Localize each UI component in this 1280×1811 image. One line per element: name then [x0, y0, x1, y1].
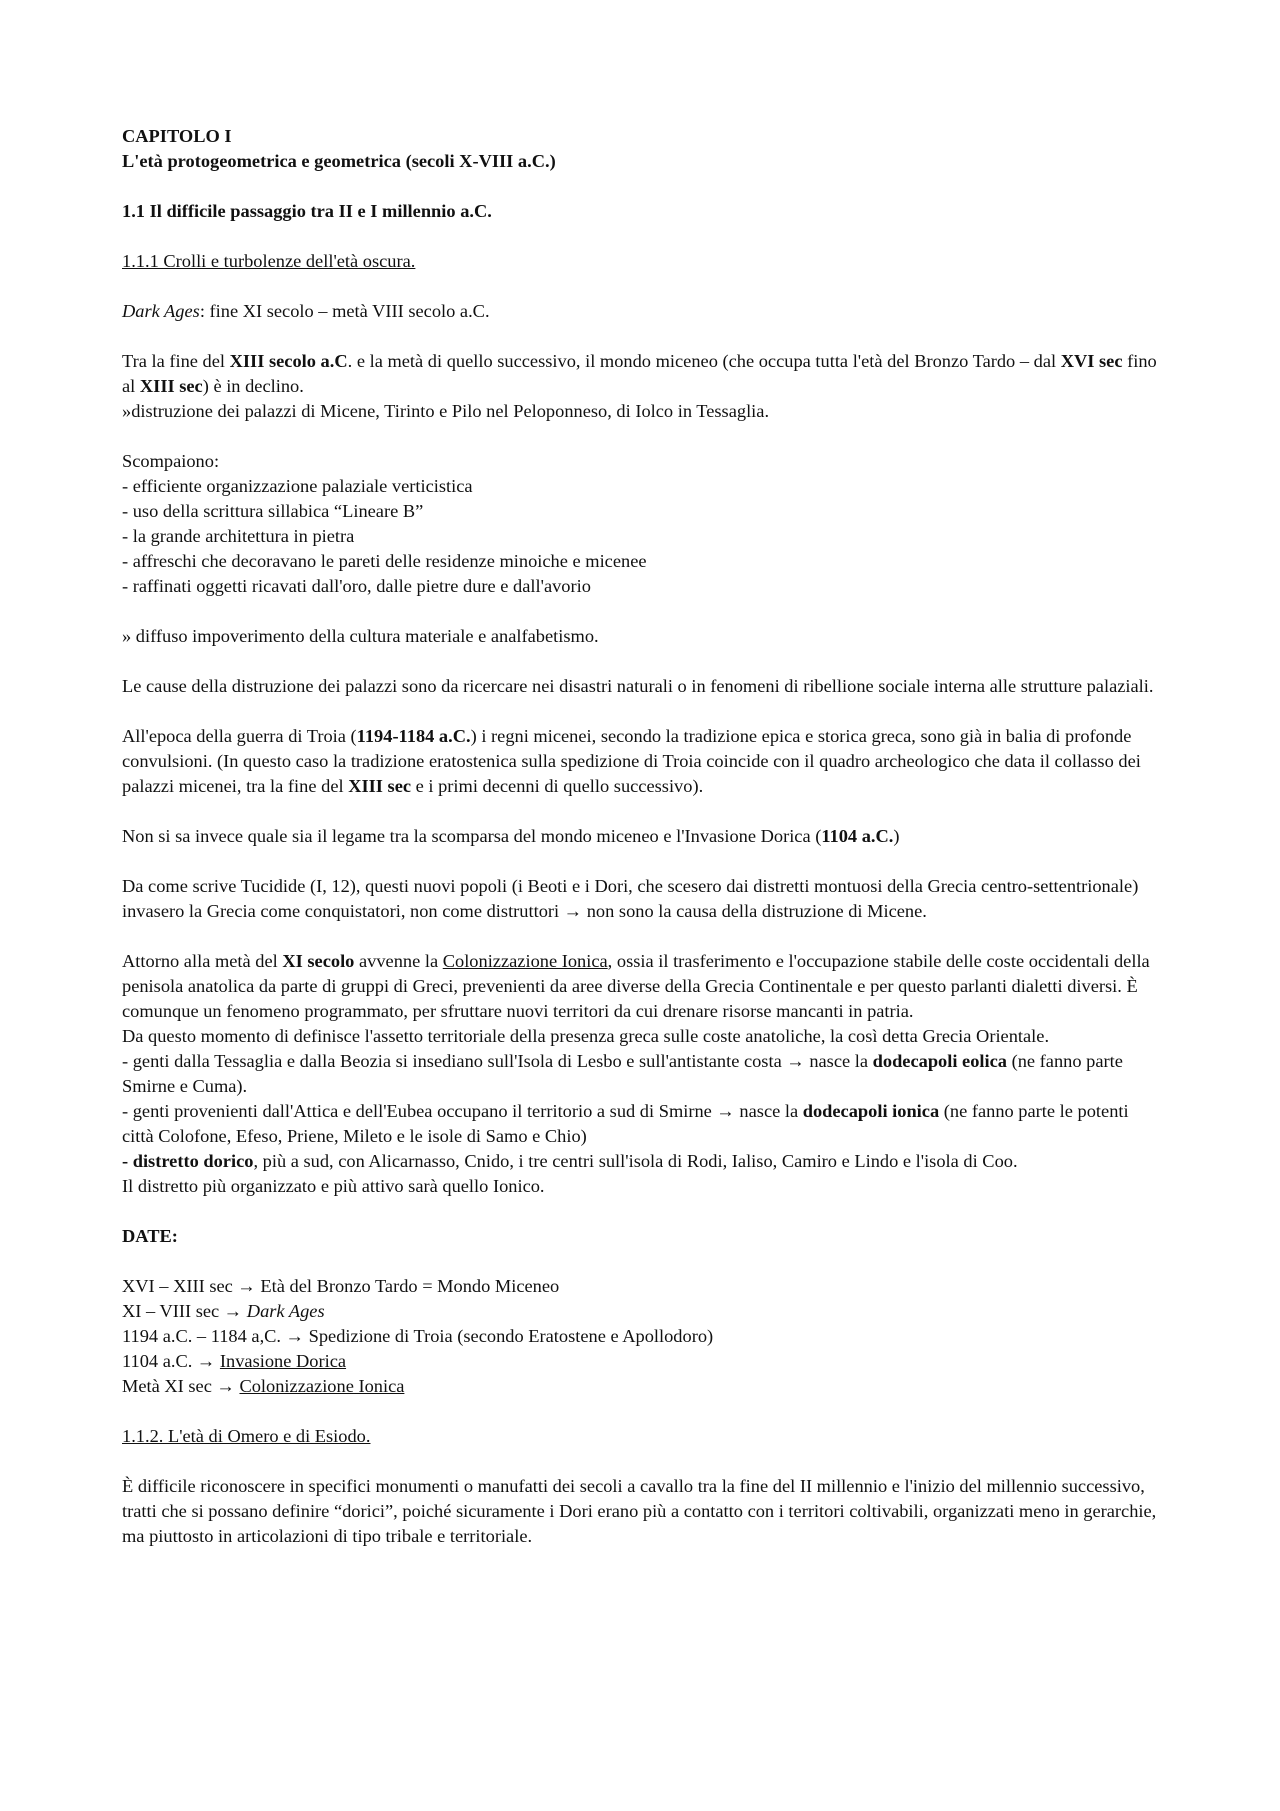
section-heading: 1.1 Il difficile passaggio tra II e I millennio a.C. [122, 201, 492, 221]
dates-list [122, 1274, 1162, 1399]
document-page [122, 124, 1162, 1574]
list-item: - affreschi che decoravano le pareti delle residenze minoiche e micenee [122, 551, 647, 571]
paragraph-causes: Le cause della distruzione dei palazzi sono da ricercare nei disastri naturali o in fenomeni di ribellione sociale interna alle strutture palaziali. [122, 676, 1154, 696]
chapter-label: CAPITOLO I [122, 126, 232, 146]
date-row: 1104 a.C. → Invasione Dorica [122, 1351, 347, 1371]
list-item: - uso della scrittura sillabica “Lineare B” [122, 501, 424, 521]
paragraph-dorian-invasion: Non si sa invece quale sia il legame tra la scomparsa del mondo miceneo e l'Invasione Dorica (1104 a.C.) [122, 826, 900, 846]
paragraph-thucydides: Da come scrive Tucidide (I, 12), questi nuovi popoli (i Beoti e i Dori, che scesero dai distretti montuosi della Grecia centro-settentrionale) invasero la Grecia come conquistatori, non come distruttori → non sono la causa della distruzione di Micene. [122, 876, 1139, 921]
paragraph-doric-traits: È difficile riconoscere in specifici monumenti o manufatti dei secoli a cavallo tra la fine del II millennio e l'inizio del millennio successivo, tratti che si possano definire “dorici”, poiché sicuramente i Dori erano più a contatto con i territori coltivabili, organizzati meno in gerarchie, ma piuttosto in articolazioni di tipo tribale e territoriale. [122, 1476, 1157, 1546]
disappear-list [122, 474, 1162, 599]
list-item: - raffinati oggetti ricavati dall'oro, dalle pietre dure e dall'avorio [122, 576, 591, 596]
paragraph-ionian-colonization: Attorno alla metà del XI secolo avvenne la Colonizzazione Ionica, ossia il trasferimento e l'occupazione stabile delle coste occidentali della penisola anatolica da parte di gruppi di Greci, prevenienti da aree diverse della Grecia Continentale e per questo parlanti dialetti diversi. È comunque un fenomeno programmato, per sfruttare nuovi territori da cui drenare risorse mancanti in patria. Da questo momento di definisce l'assetto territoriale della presenza greca sulle coste anatoliche, la così detta Grecia Orientale. - genti dalla Tessaglia e dalla Beozia si insediano sull'Isola di Lesbo e sull'antistante costa → nasce la dodecapoli eolica (ne fanno parte Smirne e Cuma). - genti provenienti dall'Attica e dell'Eubea occupano il territorio a sud di Smirne → nasce la dodecapoli ionica (ne fanno parte le potenti città Colofone, Efeso, Priene, Mileto e le isole di Samo e Chio) - distretto dorico, più a sud, con Alicarnasso, Cnido, i tre centri sull'isola di Rodi, Ialiso, Camiro e Lindo e l'isola di Coo. Il distretto più organizzato e più attivo sarà quello Ionico. [122, 951, 1150, 1196]
palace-destruction-line: »distruzione dei palazzi di Micene, Tirinto e Pilo nel Peloponneso, di Iolco in Tessaglia. [122, 401, 770, 421]
dark-ages-line [122, 299, 1162, 324]
date-row: 1194 a.C. – 1184 a,C. → Spedizione di Troia (secondo Eratostene e Apollodoro) [122, 1326, 714, 1346]
disappear-heading: Scompaiono: [122, 451, 220, 471]
dates-heading: DATE: [122, 1226, 178, 1246]
subsection-heading-1-1-1: 1.1.1 Crolli e turbolenze dell'età oscura. [122, 251, 416, 271]
date-row: XVI – XIII sec → Età del Bronzo Tardo = Mondo Miceneo [122, 1276, 560, 1296]
date-row: Metà XI sec → Colonizzazione Ionica [122, 1376, 405, 1396]
chapter-title: L'età protogeometrica e geometrica (secoli X-VIII a.C.) [122, 151, 556, 171]
subsection-heading-1-1-2: 1.1.2. L'età di Omero e di Esiodo. [122, 1426, 371, 1446]
dark-ages-range: : fine XI secolo – metà VIII secolo a.C. [199, 301, 490, 321]
paragraph-troy: All'epoca della guerra di Troia (1194-1184 a.C.) i regni micenei, secondo la tradizione epica e storica greca, sono già in balia di profonde convulsioni. (In questo caso la tradizione eratostenica sulla spedizione di Troia coincide con il quadro archeologico che data il collasso dei palazzi micenei, tra la fine del XIII sec e i primi decenni di quello successivo). [122, 726, 1141, 796]
list-item: - la grande architettura in pietra [122, 526, 355, 546]
paragraph-impoverishment: » diffuso impoverimento della cultura materiale e analfabetismo. [122, 626, 599, 646]
paragraph-decline: Tra la fine del XIII secolo a.C. e la metà di quello successivo, il mondo miceneo (che occupa tutta l'età del Bronzo Tardo – dal XVI sec fino al XIII sec) è in declino. »distruzione dei palazzi di Micene, Tirinto e Pilo nel Peloponneso, di Iolco in Tessaglia. [122, 351, 1157, 421]
date-row: XI – VIII sec → Dark Ages [122, 1301, 325, 1321]
dark-ages-term: Dark Ages [122, 301, 200, 321]
list-item: - efficiente organizzazione palaziale verticistica [122, 476, 473, 496]
